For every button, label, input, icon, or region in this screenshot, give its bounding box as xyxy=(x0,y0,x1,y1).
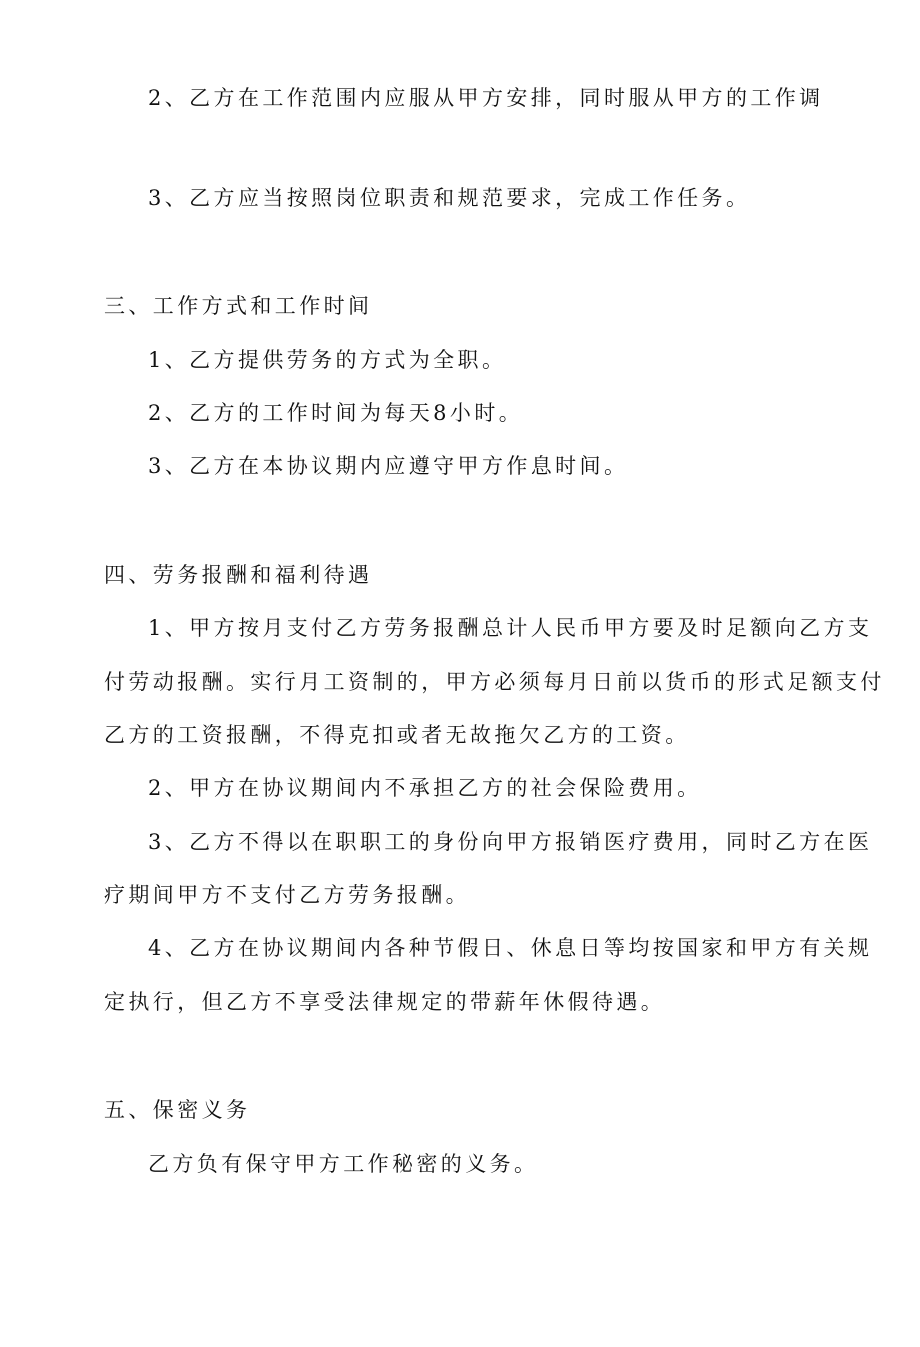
clause-4-4-line1: 4、乙方在协议期间内各种节假日、休息日等均按国家和甲方有关规 xyxy=(148,936,873,960)
clause-2-3: 3、乙方应当按照岗位职责和规范要求，完成工作任务。 xyxy=(148,186,751,210)
clause-4-4-line2: 定执行，但乙方不享受法律规定的带薪年休假待遇。 xyxy=(104,990,666,1014)
section-5-heading: 五、保密义务 xyxy=(104,1098,251,1122)
section-4-heading: 四、劳务报酬和福利待遇 xyxy=(104,563,373,587)
clause-4-1-line2: 付劳动报酬。实行月工资制的，甲方必须每月日前以货币的形式足额支付 xyxy=(104,670,885,694)
clause-4-3-line1: 3、乙方不得以在职职工的身份向甲方报销医疗费用，同时乙方在医 xyxy=(148,830,873,854)
clause-4-1-line1: 1、甲方按月支付乙方劳务报酬总计人民币甲方要及时足额向乙方支 xyxy=(148,616,873,640)
clause-3-3: 3、乙方在本协议期内应遵守甲方作息时间。 xyxy=(148,454,629,478)
clause-3-1: 1、乙方提供劳务的方式为全职。 xyxy=(148,348,507,372)
clause-4-1-line3: 乙方的工资报酬，不得克扣或者无故拖欠乙方的工资。 xyxy=(104,723,690,747)
clause-4-2: 2、甲方在协议期间内不承担乙方的社会保险费用。 xyxy=(148,776,702,800)
clause-3-2: 2、乙方的工作时间为每天8小时。 xyxy=(148,401,524,425)
clause-4-3-line2: 疗期间甲方不支付乙方劳务报酬。 xyxy=(104,883,470,907)
section-3-heading: 三、工作方式和工作时间 xyxy=(104,294,373,318)
clause-5-body: 乙方负有保守甲方工作秘密的义务。 xyxy=(148,1152,539,1176)
clause-2-2: 2、乙方在工作范围内应服从甲方安排，同时服从甲方的工作调 xyxy=(148,86,824,110)
